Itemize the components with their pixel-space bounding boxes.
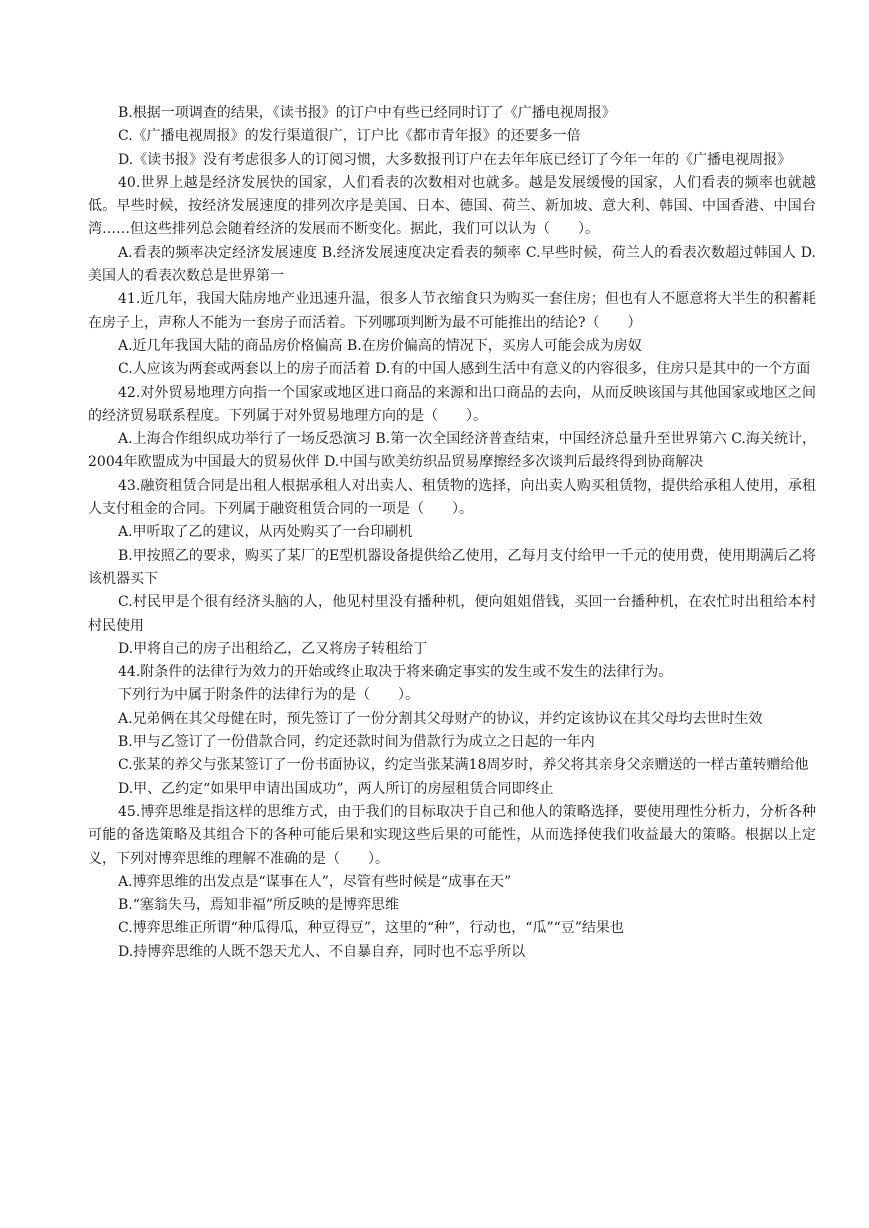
option-44a: A.兄弟俩在其父母健在时，预先签订了一份分割其父母财产的协议，并约定该协议在其父母均去世时生效	[118, 710, 763, 727]
option-45d: D.持博弈思维的人既不怨天尤人、不自暴自弃，同时也不忘乎所以	[118, 943, 526, 960]
option-43d: D.甲将自己的房子出租给乙，乙又将房子转租给丁	[118, 640, 428, 657]
option-44c: C.张某的养父与张某签订了一份书面协议，约定当张某满18周岁时，养父将其亲身父亲赠送的一样古董转赠给他	[118, 757, 809, 774]
option-44b: B.甲与乙签订了一份借款合同，约定还款时间为借款行为成立之日起的一年内	[118, 734, 595, 751]
option-45a: A.博弈思维的出发点是“谋事在人”，尽管有些时候是“成事在天”	[118, 873, 512, 890]
document-body	[88, 102, 816, 964]
question-40: 40.世界上越是经济发展快的国家，人们看表的次数相对也就多。越是发展缓慢的国家，人们看表的频率也就越低。早些时候，按经济发展速度的排列次序是美国、日本、德国、荷兰、新加坡、意大利、韩国、中国香港、中国台湾……但这些排列总会随着经济的发展而不断变化。据此，我们可以认为（ ）。	[88, 174, 816, 238]
option-44d: D.甲、乙约定“如果甲申请出国成功”，两人所订的房屋租赁合同即终止	[118, 780, 554, 797]
option-39d: D.《读书报》没有考虑很多人的订阅习惯，大多数报刊订户在去年年底已经订了今年一年的《广播电视周报》	[118, 151, 792, 168]
question-44-prompt: 下列行为中属于附条件的法律行为的是（ ）。	[118, 687, 419, 704]
option-45b: B.“塞翁失马，焉知非福”所反映的是博弈思维	[118, 897, 400, 914]
option-39c: C.《广播电视周报》的发行渠道很广，订户比《都市青年报》的还要多一倍	[118, 128, 581, 145]
options-41-ab: A.近几年我国大陆的商品房价格偏高 B.在房价偏高的情况下，买房人可能会成为房奴	[118, 337, 642, 354]
options-41-cd: C.人应该为两套或两套以上的房子而活着 D.有的中国人感到生活中有意义的内容很多，住房只是其中的一个方面	[118, 361, 811, 378]
question-44: 44.附条件的法律行为效力的开始或终止取决于将来确定事实的发生或不发生的法律行为。	[118, 664, 673, 681]
option-45c: C.博弈思维正所谓“种瓜得瓜，种豆得豆”，这里的“种”，行动也，“瓜”“豆”结果也	[118, 920, 624, 937]
question-42: 42.对外贸易地理方向指一个国家或地区进口商品的来源和出口商品的去向，从而反映该国与其他国家或地区之间的经济贸易联系程度。下列属于对外贸易地理方向的是（ ）。	[88, 384, 816, 424]
option-43c: C.村民甲是个很有经济头脑的人，他见村里没有播种机，便向姐姐借钱，买回一台播种机，在农忙时出租给本村村民使用	[88, 594, 816, 634]
question-43: 43.融资租赁合同是出租人根据承租人对出卖人、租赁物的选择，向出卖人购买租赁物，提供给承租人使用，承租人支付租金的合同。下列属于融资租赁合同的一项是（ ）。	[88, 477, 816, 518]
options-40: A.看表的频率决定经济发展速度 B.经济发展速度决定看表的频率 C.早些时候，荷兰人的看表次数超过韩国人 D.美国人的看表次数总是世界第一	[88, 244, 816, 285]
option-43b: B.甲按照乙的要求，购买了某厂的E型机器设备提供给乙使用，乙每月支付给甲一千元的使用费，使用期满后乙将该机器买下	[88, 547, 816, 587]
option-39b: B.根据一项调查的结果，《读书报》的订户中有些已经同时订了《广播电视周报》	[118, 105, 616, 121]
option-43a: A.甲听取了乙的建议，从丙处购买了一台印刷机	[118, 524, 413, 541]
question-41: 41.近几年，我国大陆房地产业迅速升温，很多人节衣缩食只为购买一套住房；但也有人不愿意将大半生的积蓄耗在房子上，声称人不能为一套房子而活着。下列哪项判断为最不可能推出的结论?（ ）	[88, 291, 816, 331]
question-45: 45.博弈思维是指这样的思维方式，由于我们的目标取决于自己和他人的策略选择，要使用理性分析力，分析各种可能的备选策略及其组合下的各种可能后果和实现这些后果的可能性，从而选择使我们收益最大的策略。根据以上定义，下列对博弈思维的理解不准确的是（ ）。	[88, 803, 816, 867]
options-42: A.上海合作组织成功举行了一场反恐演习 B.第一次全国经济普查结束，中国经济总量升至世界第六 C.海关统计，2004年欧盟成为中国最大的贸易伙伴 D.中国与欧美纺织品贸易摩擦经多次谈判后最终得到协商解决	[88, 431, 816, 471]
